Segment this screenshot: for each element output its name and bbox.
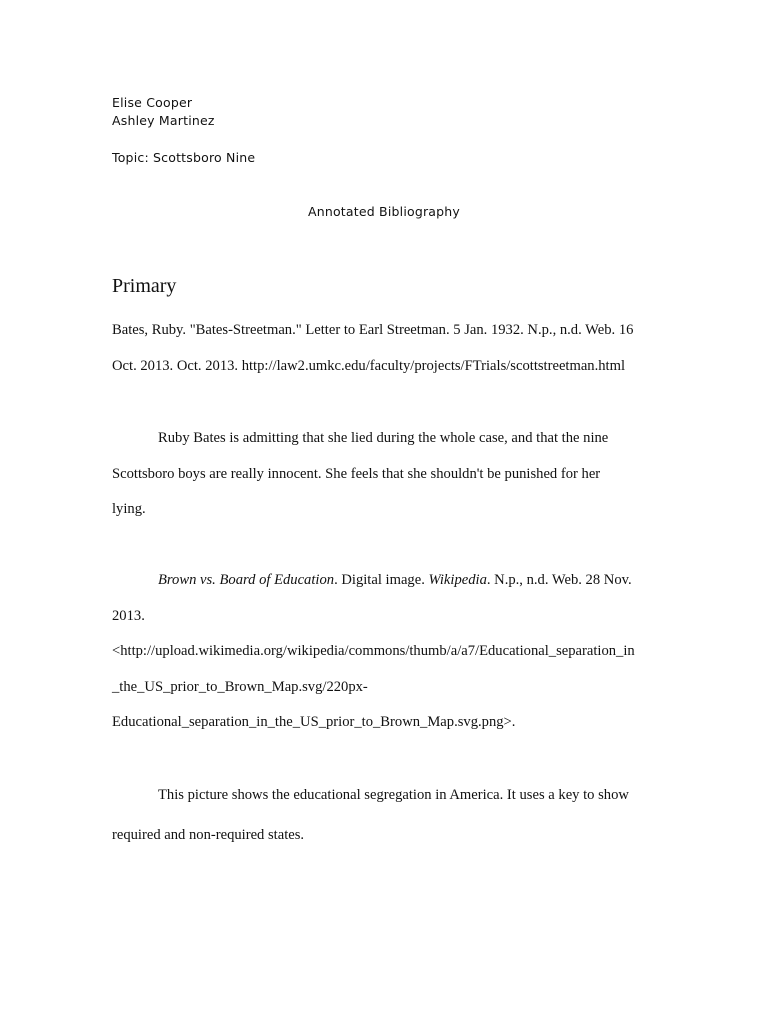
citation-title: Brown vs. Board of Education bbox=[158, 572, 335, 588]
author-name: Ashley Martinez bbox=[112, 113, 215, 128]
annotation-line: Scottsboro boys are really innocent. She feels that she shouldn't be punished for her bbox=[112, 466, 601, 482]
annotation-line: This picture shows the educational segregation in America. It uses a key to show bbox=[158, 787, 629, 803]
citation-line: Bates, Ruby. "Bates-Streetman." Letter to Earl Streetman. 5 Jan. 1932. N.p., n.d. Web. 16 bbox=[112, 322, 634, 338]
citation-line: Oct. 2013. Oct. 2013. http://law2.umkc.edu/faculty/projects/FTrials/scottstreetman.html bbox=[112, 358, 626, 374]
citation-line: _the_US_prior_to_Brown_Map.svg/220px- bbox=[112, 679, 368, 695]
citation-text: . Digital image. bbox=[334, 572, 429, 588]
topic-line: Topic: Scottsboro Nine bbox=[112, 150, 256, 165]
citation-source: Wikipedia bbox=[428, 572, 487, 588]
document-title: Annotated Bibliography bbox=[307, 204, 461, 219]
citation-text: . N.p., n.d. Web. 28 Nov. bbox=[486, 572, 632, 588]
annotation-line: required and non-required states. bbox=[112, 827, 305, 843]
citation-line bbox=[158, 572, 632, 589]
author-name: Elise Cooper bbox=[112, 95, 193, 110]
citation-line: Educational_separation_in_the_US_prior_to_Brown_Map.svg.png>. bbox=[112, 714, 516, 730]
section-heading: Primary bbox=[112, 275, 177, 297]
annotation-line: Ruby Bates is admitting that she lied during the whole case, and that the nine bbox=[158, 430, 609, 446]
citation-line: <http://upload.wikimedia.org/wikipedia/commons/thumb/a/a7/Educational_separation_in bbox=[112, 643, 635, 659]
annotation-line: lying. bbox=[112, 501, 146, 517]
citation-line: 2013. bbox=[112, 608, 145, 624]
